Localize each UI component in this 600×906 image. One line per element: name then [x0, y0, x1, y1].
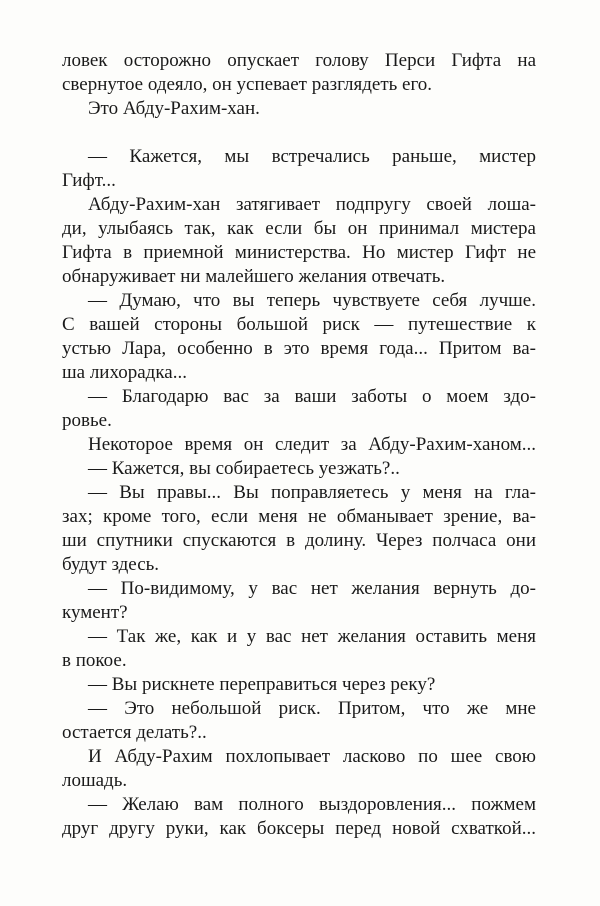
text-line: — Так же, как и у вас нет желания оставить меня	[88, 626, 536, 647]
text-line: остается делать?..	[62, 722, 207, 743]
text-line: Гифт...	[62, 170, 116, 191]
text-line: Некоторое время он следит за Абду-Рахим-ханом...	[88, 434, 536, 455]
text-line: друг другу руки, как боксеры перед новой схваткой...	[62, 818, 536, 839]
text-line: свернутое одеяло, он успевает разглядеть его.	[62, 74, 433, 95]
text-line: — Вы рискнете переправиться через реку?	[88, 674, 436, 695]
text-line: — Это небольшой риск. Притом, что же мне	[88, 698, 536, 719]
text-line: — Кажется, мы встречались раньше, мистер	[88, 146, 536, 167]
text-line: устью Лара, особенно в это время года... Притом ва-	[62, 338, 536, 359]
text-line: Это Абду-Рахим-хан.	[88, 98, 260, 119]
text-line: ди, улыбаясь так, как если бы он принимал мистера	[62, 218, 536, 239]
text-line: — Благодарю вас за ваши заботы о моем здо-	[88, 386, 536, 407]
text-line: Абду-Рахим-хан затягивает подпругу своей лоша-	[88, 194, 536, 215]
text-line: ловек осторожно опускает голову Перси Гифта на	[62, 50, 536, 71]
text-line: — Желаю вам полного выздоровления... пожмем	[88, 794, 536, 815]
text-line: — Кажется, вы собираетесь уезжать?..	[88, 458, 400, 479]
text-line: ши спутники спускаются в долину. Через полчаса они	[62, 530, 536, 551]
text-line: в покое.	[62, 650, 127, 671]
text-line: ша лихорадка...	[62, 362, 187, 383]
text-line: — Вы правы... Вы поправляетесь у меня на гла-	[88, 482, 536, 503]
text-line: С вашей стороны большой риск — путешествие к	[62, 314, 536, 335]
text-line: Гифта в приемной министерства. Но мистер Гифт не	[62, 242, 536, 263]
text-line: — Думаю, что вы теперь чувствуете себя лучше.	[88, 290, 536, 311]
text-line: обнаруживает ни малейшего желания отвечать.	[62, 266, 446, 287]
text-line: кумент?	[62, 602, 128, 623]
text-line: зах; кроме того, если меня не обманывает зрение, ва-	[62, 506, 536, 527]
text-line: лошадь.	[62, 770, 128, 791]
text-line: будут здесь.	[62, 554, 160, 575]
text-line: И Абду-Рахим похлопывает ласково по шее свою	[88, 746, 536, 767]
text-line: — По-видимому, у вас нет желания вернуть до-	[88, 578, 536, 599]
text-line: ровье.	[62, 410, 112, 431]
